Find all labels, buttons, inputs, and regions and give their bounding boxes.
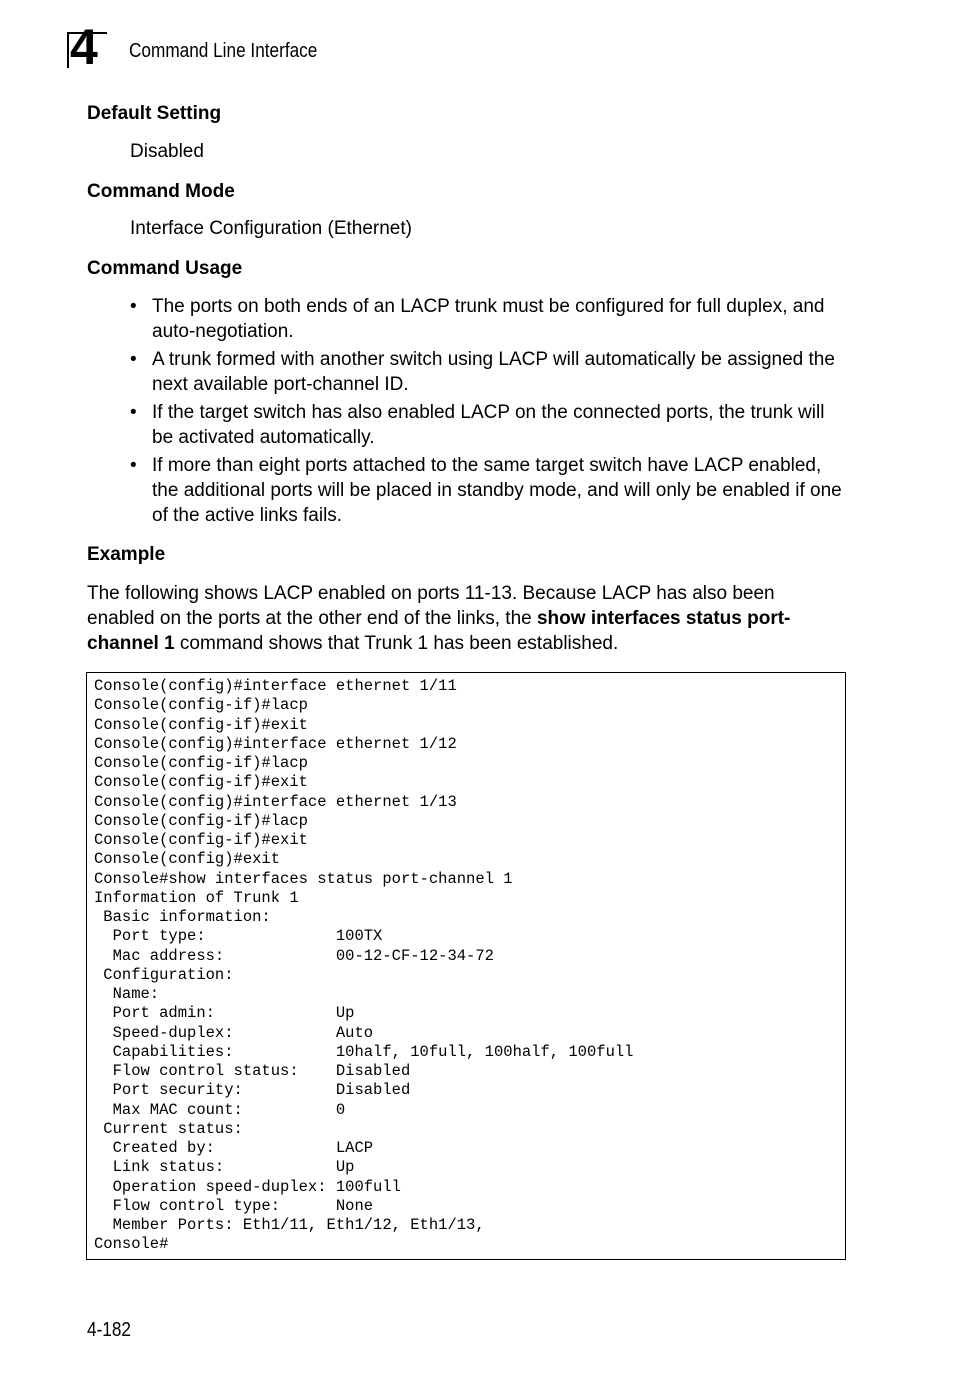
example-text-part2: command shows that Trunk 1 has been established. bbox=[174, 633, 619, 654]
code-line: Console# bbox=[94, 1235, 169, 1254]
usage-item: • If more than eight ports attached to the same target switch have LACP enabled, the additional ports will be placed in standby mode, and will only be enabled if one of the active links fails. bbox=[130, 453, 850, 528]
code-block bbox=[94, 677, 845, 1255]
page-number: 4-182 bbox=[87, 1319, 131, 1341]
code-line: Capabilities: 10half, 10full, 100half, 100full bbox=[94, 1042, 634, 1061]
code-line: Flow control status: Disabled bbox=[94, 1062, 411, 1080]
code-line: Mac address: 00-12-CF-12-34-72 bbox=[94, 946, 494, 965]
chapter-number: 4 bbox=[70, 19, 97, 75]
example-heading: Example bbox=[87, 544, 166, 565]
command-usage-heading: Command Usage bbox=[87, 258, 243, 279]
code-line: Console(config)#interface ethernet 1/12 bbox=[94, 734, 457, 753]
default-setting-value: Disabled bbox=[130, 141, 204, 162]
usage-item: • The ports on both ends of an LACP trunk must be configured for full duplex, and auto-negotiation. bbox=[130, 294, 850, 344]
code-example-box bbox=[86, 672, 846, 1260]
default-setting-heading: Default Setting bbox=[87, 103, 222, 124]
example-command-bold: show interfaces status port-channel 1 bbox=[87, 608, 791, 654]
code-line: Port type: 100TX bbox=[94, 927, 383, 946]
code-line: Console#show interfaces status port-channel 1 bbox=[94, 869, 513, 888]
code-line: Flow control type: None bbox=[94, 1196, 374, 1215]
code-line: Console(config-if)#lacp bbox=[94, 811, 308, 830]
command-usage-list bbox=[130, 294, 850, 531]
code-line: Basic information: bbox=[94, 908, 271, 926]
code-line: Console(config)#interface ethernet 1/13 bbox=[94, 792, 457, 811]
code-line: Console(config-if)#lacp bbox=[94, 754, 308, 772]
usage-item: • A trunk formed with another switch using LACP will automatically be assigned the next available port-channel ID. bbox=[130, 347, 850, 397]
code-line: Information of Trunk 1 bbox=[94, 888, 299, 907]
code-line: Console(config-if)#lacp bbox=[94, 696, 308, 715]
code-line: Console(config)#exit bbox=[94, 850, 281, 869]
code-line: Max MAC count: 0 bbox=[94, 1100, 346, 1119]
code-line: Name: bbox=[94, 985, 160, 1003]
code-line: Console(config-if)#exit bbox=[94, 831, 308, 849]
code-line: Console(config)#interface ethernet 1/11 bbox=[94, 677, 457, 695]
command-mode-heading: Command Mode bbox=[87, 181, 235, 202]
code-line: Console(config-if)#exit bbox=[94, 715, 308, 734]
code-line: Port security: Disabled bbox=[94, 1081, 411, 1100]
code-line: Console(config-if)#exit bbox=[94, 773, 308, 792]
code-line: Port admin: Up bbox=[94, 1004, 355, 1023]
header-title: Command Line Interface bbox=[129, 40, 318, 62]
code-line: Link status: Up bbox=[94, 1158, 355, 1177]
code-line: Created by: LACP bbox=[94, 1139, 374, 1157]
command-mode-value: Interface Configuration (Ethernet) bbox=[130, 218, 412, 239]
code-line: Current status: bbox=[94, 1119, 243, 1138]
code-line: Configuration: bbox=[94, 965, 234, 984]
code-line: Member Ports: Eth1/11, Eth1/12, Eth1/13, bbox=[94, 1216, 485, 1234]
code-line: Operation speed-duplex: 100full bbox=[94, 1177, 401, 1196]
example-text-part1: The following shows LACP enabled on ports 11-13. Because LACP has also been enabled on the ports at the other end of the links, the bbox=[87, 583, 775, 629]
code-line: Speed-duplex: Auto bbox=[94, 1023, 374, 1042]
example-paragraph bbox=[87, 581, 847, 656]
usage-item: • If the target switch has also enabled LACP on the connected ports, the trunk will be activated automatically. bbox=[130, 400, 850, 450]
